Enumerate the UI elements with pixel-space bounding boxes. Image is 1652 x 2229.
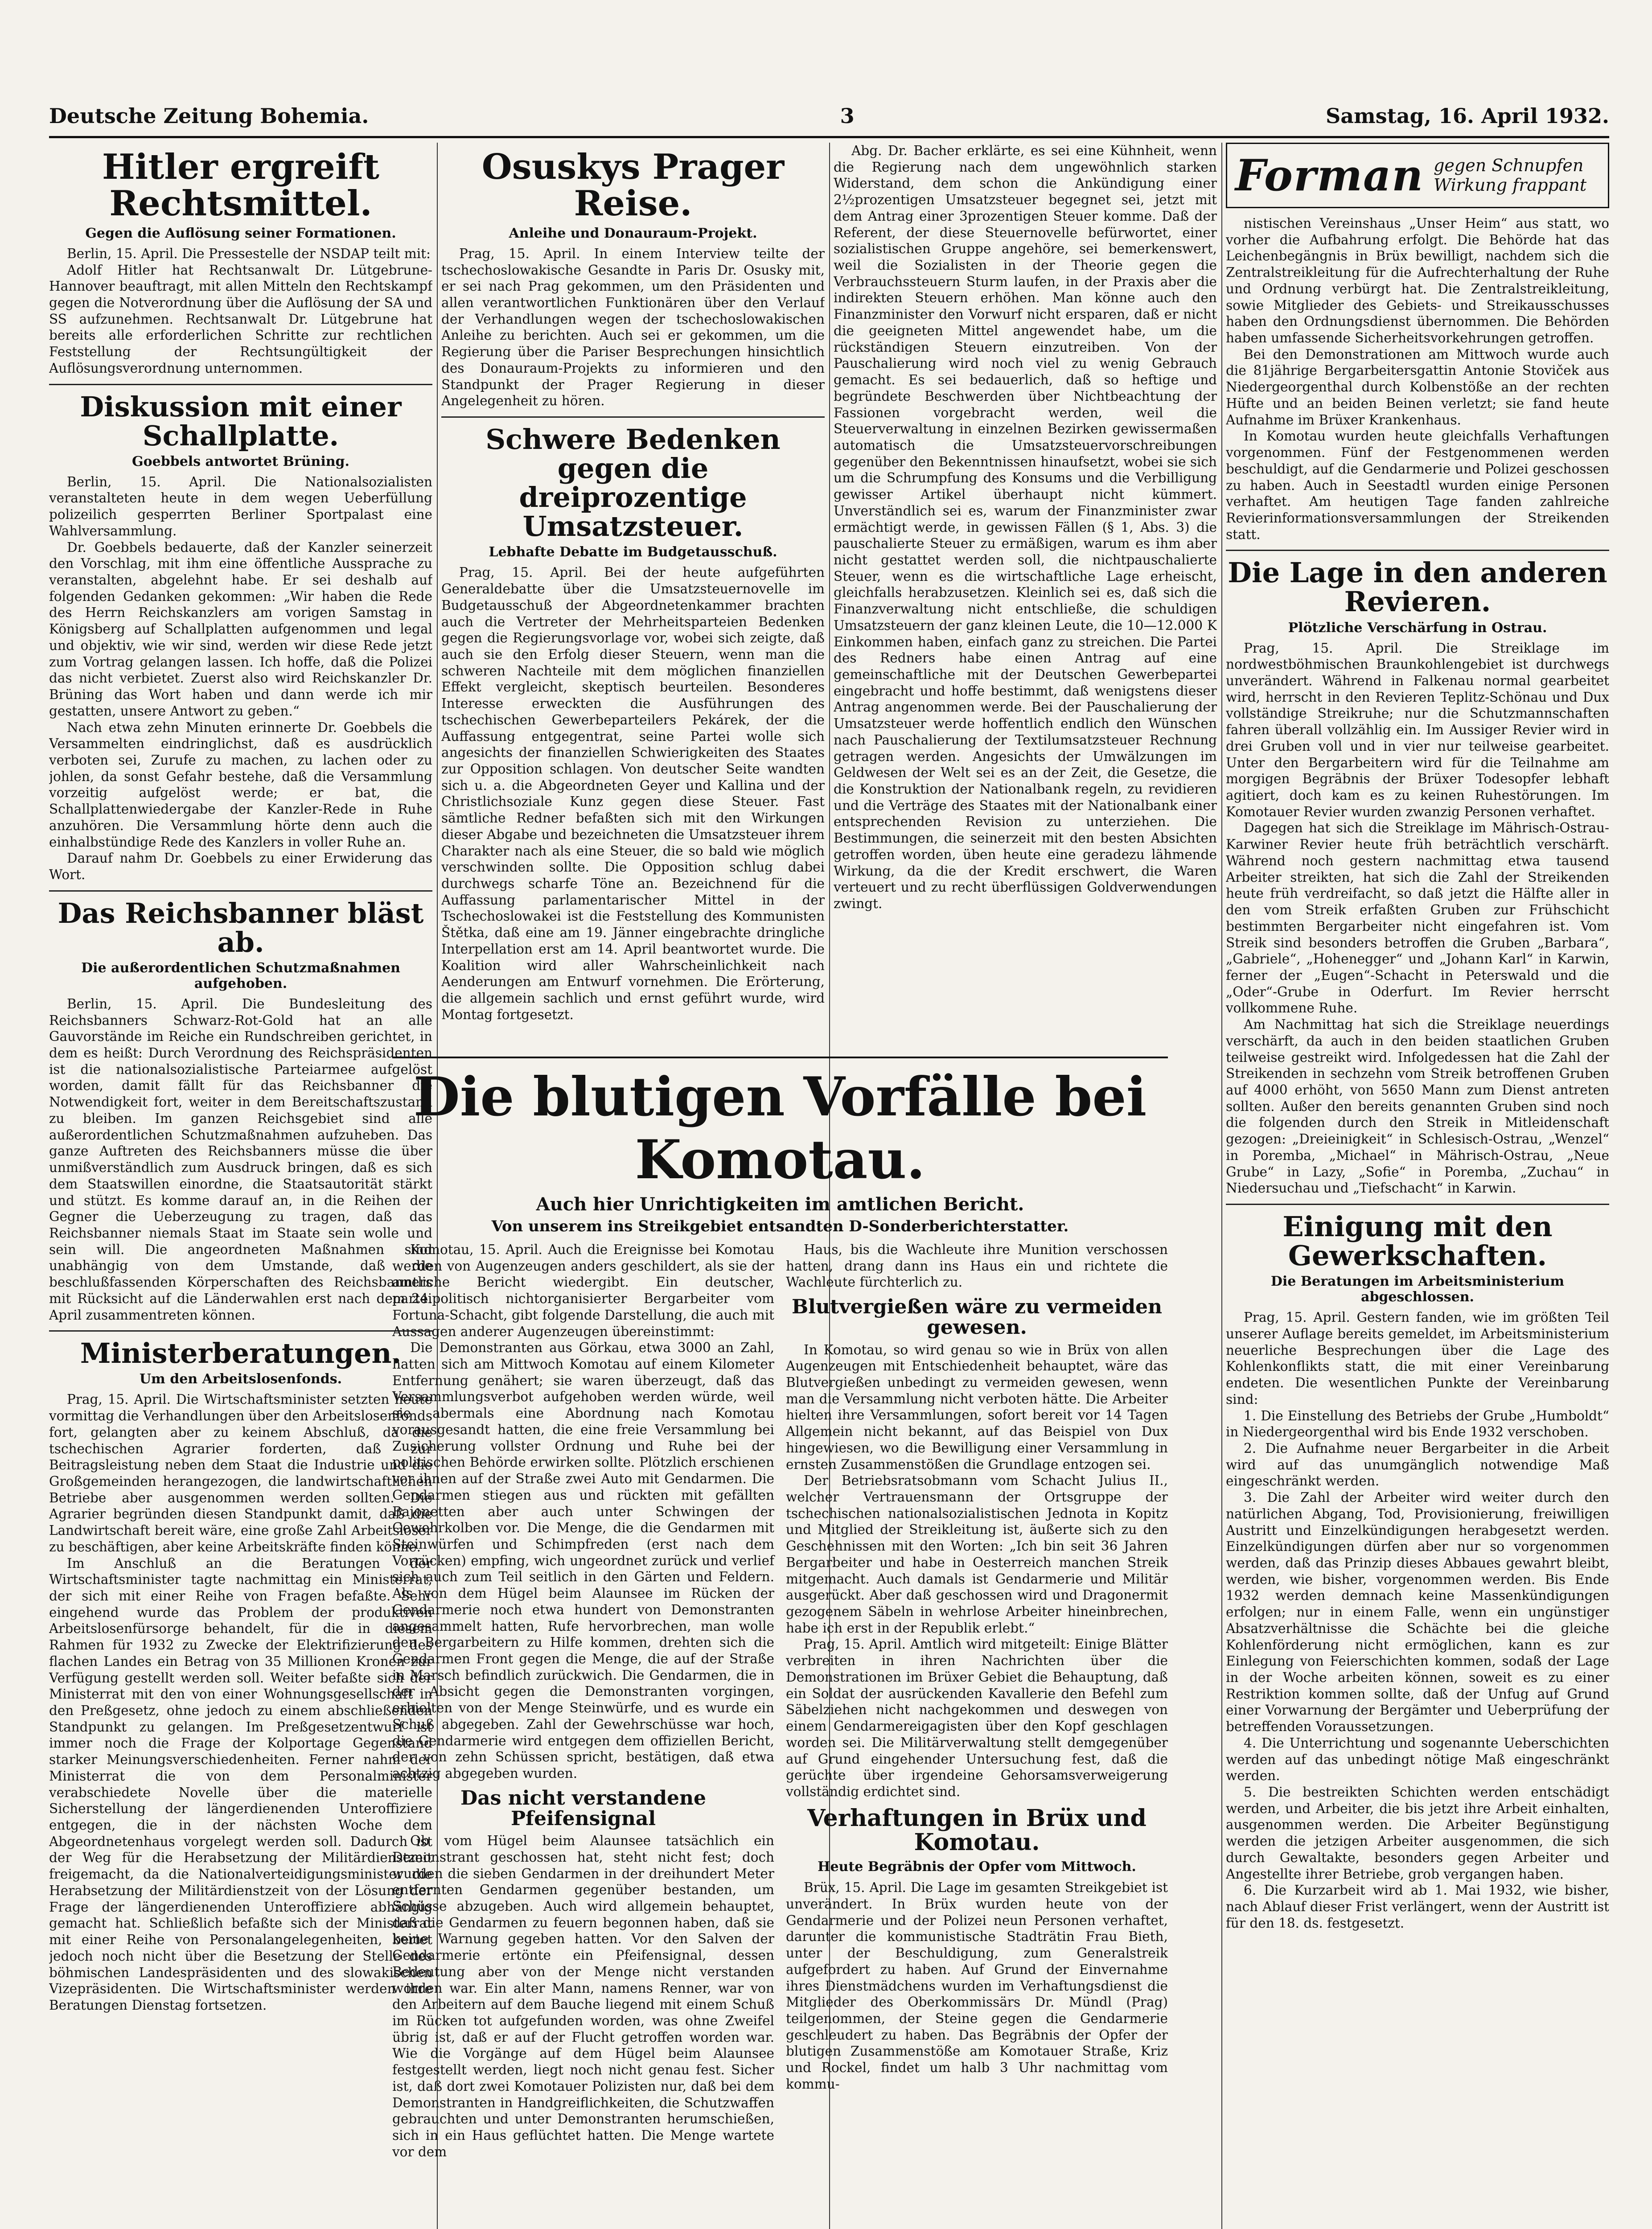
subheadline-verhaftungen: Heute Begräbnis der Opfer vom Mittwoch. xyxy=(818,1859,1136,1875)
paragraph: Komotau, 15. April. Auch die Ereignisse bei Komotau werden von Augenzeugen anders geschildert, als sie der amtliche Bericht wiedergibt. Ein deutscher, parteipolitisch nichtorganisierter Bergarbeiter vom Fortuna-Schacht, gibt folgende Darstellung, die auch mit Aussagen anderer Augenzeugen übereinstimmt: xyxy=(392,1242,774,1339)
article-separator xyxy=(49,384,432,385)
ad-slogan xyxy=(1434,156,1586,195)
column-4 xyxy=(1226,143,1609,2229)
paragraph: 2. Die Aufnahme neuer Bergarbeiter in die Arbeit wird auf das unumgänglich notwendige Maß eingeschränkt werden. xyxy=(1226,1440,1609,1489)
subheadline-hitler: Gegen die Auflösung seiner Formationen. xyxy=(85,225,396,241)
banner-column-right xyxy=(786,1242,1168,2160)
subheadline-ministerberatungen: Um den Arbeitslosenfonds. xyxy=(139,1371,342,1387)
article-body-ministerberatungen xyxy=(49,1391,432,2013)
article-body-hitler xyxy=(49,246,432,377)
subhead-pfeifensignal: Das nicht verstandene Pfeifensignal xyxy=(460,1786,706,1830)
headline-hitler: Hitler ergreift Rechtsmittel. xyxy=(102,147,380,224)
article-body-bruex-continued xyxy=(1226,215,1609,543)
subheadline-osusky: Anleihe und Donauraum-Projekt. xyxy=(509,225,757,241)
paragraph: Prag, 15. April. Gestern fanden, wie im größten Teil unserer Auflage bereits gemeldet, im Arbeitsministerium neuerliche Besprechungen über die Lage des Kohlenkonflikts statt, die mit einer Vereinbarung endeten. Die wesentlichen Punkte der Vereinbarung sind: xyxy=(1226,1310,1609,1407)
subheadline-umsatzsteuer: Lebhafte Debatte im Budgetausschuß. xyxy=(489,544,777,560)
paragraph: Berlin, 15. April. Die Bundesleitung des Reichsbanners Schwarz-Rot-Gold hat an alle Gauvorstände im Reiche ein Rundschreiben gerichtet, in dem es heißt: Durch Verordnung des Reichspräsidenten ist die nationalsozialistische Parteiarmee aufgelöst worden, damit fällt für das Reichsbanner die Notwendigkeit fort, weiter in dem Bereitschaftszustand zu bleiben. Im ganzen Reichsgebiet sind alle außerordentlichen Schutzmaßnahmen aufzuheben. Das ganze Auftreten des Reichsbanners müsse die über unmißverständlich zum Ausdruck bringen, daß es sich dem Staatswillen einordne, die Staatsautorität stärkt und stützt. Es komme darauf an, in die Reihen der Gegner die Ueberzeugung zu tragen, daß das Reichsbanner niemals Staat im Staate sein wolle und sein will. Die angeordneten Maßnahmen sind unabhängig von dem Umstande, daß die beschlußfassenden Körperschaften des Reichsbanners mit Rücksicht auf die Länderwahlen erst nach dem 24. April zusammentreten können. xyxy=(49,996,432,1323)
masthead-rule xyxy=(49,136,1609,138)
column-2 xyxy=(441,143,825,1052)
paragraph: Prag, 15. April. Amtlich wird mitgeteilt: Einige Blätter verbreiten in ihren Nachrichten über die Demonstrationen im Brüxer Gebiet die Behauptung, daß ein Soldat der ausrückenden Kavallerie den Befehl zum Säbelziehen nicht nachgekommen und deswegen von einem Gendarmereigagisten über den Kopf geschlagen worden sei. Die Militärverwaltung stellt demgegenüber auf Grund eingehender Untersuchung fest, daß die gerüchte über irgendeine Gehorsamsverweigerung vollständig erdichtet sind. xyxy=(786,1637,1168,1799)
masthead-date: Samstag, 16. April 1932. xyxy=(1326,104,1609,128)
paragraph: In Komotau, so wird genau so wie in Brüx von allen Augenzeugen mit Entschiedenheit behauptet, wäre das Blutvergießen unbedingt zu vermeiden gewesen, wenn man die Versammlung nicht verboten hätte. Die Arbeiter hielten ihre Versammlungen, sofort bereit vor 14 Tagen Allgemein nicht bekannt, auf das Beispiel von Dux hingewiesen, wo die Bewilligung einer Versammlung in ernsten Zusammenstößen die Grundlage entzogen sei. xyxy=(786,1342,1168,1472)
paragraph: Prag, 15. April. Bei der heute aufgeführten Generaldebatte über die Umsatzsteuernovelle im Budgetausschuß der Abgeordnetenkammer brachten auch die Vertreter der Mehrheitsparteien Bedenken gegen die Regierungsvorlage vor, wobei sich zeigte, daß auch sie den Erfolg dieser Steuern, wenn man die schweren Nachteile mit dem möglichen finanziellen Effekt vergleicht, skeptisch beurteilen. Besonderes Interesse erweckten die Ausführungen des tschechischen Gewerbeparteilers Pekárek, der die Auffassung entgegentrat, seine Partei wolle sich angesichts der finanziellen Schwierigkeiten des Staates zur Opposition schlagen. Von deutscher Seite wandten sich u. a. die Abgeordneten Geyer und Kallina und der Christlichsoziale Kunz gegen diese Steuer. Fast sämtliche Redner befaßten sich mit den Wirkungen dieser Abgabe und bezeichneten die Umsatzsteuer ihrem Charakter nach als eine Steuer, die so bald wie möglich verschwinden sollte. Die Opposition schlug dabei durchwegs scharfe Töne an. Bezeichnend für die Auffassung parlamentarischer Mittel in der Tschechoslowakei ist die Feststellung des Kommunisten Štětka, daß eine am 19. Jänner eingebrachte dringliche Interpellation erst am 14. April beantwortet wurde. Die Koalition wird aller Wahrscheinlichkeit nach Aenderungen am Entwurf vornehmen. Die Erörterung, die allgemein sachlich und ernst geführt wurde, wird Montag fortgesetzt. xyxy=(441,565,825,1022)
headline-osusky: Osuskys Prager Reise. xyxy=(481,147,785,224)
article-body-gewerkschaften xyxy=(1226,1309,1609,1931)
ad-slogan-line: Wirkung frappant xyxy=(1434,175,1587,195)
headline-ministerberatungen: Ministerberatungen. xyxy=(80,1337,402,1370)
paragraph: Adolf Hitler hat Rechtsanwalt Dr. Lütgebrune-Hannover beauftragt, mit allen Mitteln den Rechtskampf gegen die Notverordnung über die Auflösung der SA und SS aufzunehmen. Rechtsanwalt Dr. Lütgebrune hat bereits alle erforderlichen Schritte zur rechtlichen Feststellung der Rechtsungültigkeit der Auflösungsverordnung unternommen. xyxy=(49,262,432,376)
subheadline-reichsbanner: Die außerordentlichen Schutzmaßnahmen aufgehoben. xyxy=(81,960,400,991)
forman-advertisement xyxy=(1226,143,1609,208)
paragraph: Bei den Demonstrationen am Mittwoch wurde auch die 81jährige Bergarbeitersgattin Antonie Stoviček aus Niedergeorgenthal durch Kolbenstöße an der rechten Hüfte und an beiden Beinen verletzt; sie fand heute Aufnahme im Brüxer Krankenhaus. xyxy=(1226,346,1609,428)
subhead-blutvergiessen: Blutvergießen wäre zu vermeiden gewesen. xyxy=(791,1295,1163,1339)
paragraph: nistischen Vereinshaus „Unser Heim“ aus statt, wo vorher die Aufbahrung erfolgt. Die Behörde hat das Leichenbegängnis in Brüx bewilligt, nachdem sich die Zentralstreikleitung für die Aufrechterhaltung der Ruhe und Ordnung verbürgt hat. Die Zentralstreikleitung, sowie Mitglieder des Gebiets- und Streikausschusses haben den Ordnungsdienst übernommen. Die Behörden haben umfassende Sicherheitsvorkehrungen getroffen. xyxy=(1226,216,1609,346)
paragraph: Prag, 15. April. Die Streiklage im nordwestböhmischen Braunkohlengebiet ist durchwegs unverändert. Während in Falkenau normal gearbeitet wird, herrscht in den Revieren Teplitz-Schönau und Dux vollständige Streikruhe; nur die Schutzmannschaften fahren überall vollzählig ein. Im Aussiger Revier wird in drei Gruben voll und in vier nur teilweise gearbeitet. Unter den Bergarbeitern wird für die Teilnahme am morgigen Begräbnis der Brüxer Todesopfer lebhaft agitiert, doch kam es zu keinen Ruhestörungen. Im Komotauer Revier wurden zwanzig Personen verhaftet. xyxy=(1226,640,1609,819)
byline-komotau: Von unserem ins Streikgebiet entsandten D-Sonderberichterstatter. xyxy=(491,1217,1069,1235)
paragraph: 6. Die Kurzarbeit wird ab 1. Mai 1932, wie bisher, nach Ablauf dieser Frist verlängert, wenn der Austritt ist für den 18. ds. festgesetzt. xyxy=(1226,1883,1609,1931)
article-separator xyxy=(49,1330,432,1332)
paragraph: Im Anschluß an die Beratungen der Wirtschaftsminister tagte nachmittag ein Ministerrat, der sich mit einer Reihe von Fragen befaßte. Sehr eingehend wurde das Problem der produktiven Arbeitslosenfürsorge behandelt, für die in diesem Rahmen für 1932 zu Zwecke der Elektrifizierung des flachen Landes ein Betrag von 35 Millionen Kronen zur Verfügung gestellt werden soll. Weiter befaßte sich der Ministerrat mit den von einer Wohnungsgesellschaft in den Preßgesetz, ohne jedoch zu einem abschließenden Standpunkt zu gelangen. Im Preßgesetzentwurf ist immer noch die Frage der Kolportage Gegenstand starker Meinungsverschiedenheiten. Ferner nahm der Ministerrat die von dem Personalminister verabschiedete Novelle über die materielle Sicherstellung der längerdienenden Unteroffiziere entgegen, die in der nächsten Woche dem Abgeordnetenhaus vorgelegt werden soll. Dadurch ist der Weg für die Herabsetzung der Militärdienstzeit freigemacht, da die Nationalverteidigungsminister die Herabsetzung der Militärdienstzeit von der Lösung der Frage der längerdienenden Unteroffiziere abhängig gemacht hat. Schließlich befaßte sich der Ministerrat mit einer Reihe von Personalangelegenheiten, beriet jedoch noch nicht über die Besetzung der Stelle des böhmischen Landespräsidenten und des slowakischen Vizepräsidenten. Die Wirtschaftsminister werden ihre Beratungen Dienstag fortsetzen. xyxy=(49,1555,432,2013)
ad-brand: Forman xyxy=(1235,150,1424,201)
article-separator xyxy=(1226,1204,1609,1205)
headline-gewerkschaften: Einigung mit den Gewerkschaften. xyxy=(1282,1210,1553,1272)
headline-umsatzsteuer: Schwere Bedenken gegen die dreiprozentige Umsatzsteuer. xyxy=(485,423,781,543)
banner-column-left xyxy=(392,1242,774,2160)
subheadline-goebbels: Goebbels antwortet Brüning. xyxy=(132,453,349,469)
headline-komotau: Die blutigen Vorfälle bei Komotau. xyxy=(413,1065,1147,1191)
paragraph: In Komotau wurden heute gleichfalls Verhaftungen vorgenommen. Fünf der Festgenommenen werden beschuldigt, auf die Gendarmerie und Polizei geschossen zu haben. Auch in Seestadtl wurden einige Personen verhaftet. Am heutigen Tage fanden zahlreiche Revierinformationsversammlungen der Streikenden statt. xyxy=(1226,428,1609,542)
article-separator xyxy=(441,416,825,418)
column-1 xyxy=(49,143,432,2229)
paragraph: Prag, 15. April. In einem Interview teilte der tschechoslowakische Gesandte in Paris Dr. Osusky mit, er sei nach Prag gekommen, um den Präsidenten und allen verantwortlichen Funktionären über den Verlauf der Verhandlungen wegen der tschechoslowakischen Anleihe zu berichten. Auch sei er gekommen, um die Regierung über die Pariser Besprechungen hinsichtlich des Donauraum-Projekts zu informieren und den Standpunkt der Prager Regierung in dieser Angelegenheit zu hören. xyxy=(441,246,825,409)
subheadline-gewerkschaften: Die Beratungen im Arbeitsministerium abgeschlossen. xyxy=(1270,1274,1565,1305)
article-body-bacher xyxy=(834,143,1217,912)
paragraph: Haus, bis die Wachleute ihre Munition verschossen hatten, drang dann ins Haus ein und richtete die Wachleute fürchterlich zu. xyxy=(786,1242,1168,1290)
paragraph: Prag, 15. April. Die Wirtschaftsminister setzten heute vormittag die Verhandlungen über den Arbeitslosenfonds fort, gelangten aber zu keinem Abschluß, da die tschechischen Agrarier forderten, daß zur Beitragsleistung neben dem Staat die Industrie und die Großgemeinden herangezogen, die landwirtschaftlichen Betriebe aber ausgenommen werden sollten. Die Agrarier begründen diesen Standpunkt damit, daß die Landwirtschaft bereit wäre, eine große Zahl Arbeitsloser zu beschäftigen, aber keine Arbeitskräfte finden könne. xyxy=(49,1392,432,1555)
paragraph: 4. Die Unterrichtung und sogenannte Ueberschichten werden auf das unbedingt nötige Maß eingeschränkt werden. xyxy=(1226,1735,1609,1784)
paragraph: Dagegen hat sich die Streiklage im Mährisch-Ostrau-Karwiner Revier heute früh beträchtlich verschärft. Während noch gestern nachmittag etwa tausend Arbeiter streikten, hat sich die Zahl der Streikenden heute früh verdreifacht, so daß jetzt die Hälfte aller in den vom Streik erfaßten Gruben zur Frühschicht bestimmten Bergarbeiter nicht eingefahren ist. Vom Streik sind besonders betroffen die Gruben „Barbara“, „Gabriele“, „Hohenegger“ und „Johann Karl“ in Karwin, ferner der „Eugen“-Schacht in Peterswald und die „Oder“-Grube in Oderfurt. Im Revier herrscht vollkommene Ruhe. xyxy=(1226,820,1609,1016)
article-body-goebbels xyxy=(49,474,432,883)
paragraph: Ob vom Hügel beim Alaunsee tatsächlich ein Demonstrant geschossen hat, steht nicht fest; doch wurden die sieben Gendarmen in der dreihundert Meter entfernten Gendarmen gegenüber bestanden, um Schüsse abzugeben. Auch wird allgemein behauptet, daß die Gendarmen zu feuern begonnen haben, daß sie keine Warnung gegeben hatten. Vor den Salven der Gendarmerie ertönte ein Pfeifensignal, dessen Bedeutung aber von der Menge nicht verstanden worden war. Ein alter Mann, namens Renner, war von den Arbeitern auf dem Bauche liegend mit einem Schuß im Rücken tot aufgefunden worden, was ohne Zweifel übrig ist, daß er auf der Flucht getroffen worden war. Wie die Vorgänge auf dem Hügel beim Alaunsee festgestellt werden, liegt noch nicht genau fest. Sicher ist, daß dort zwei Komotauer Polizisten nur, daß bei dem Demonstranten in Handgreiflichkeiten, die Schutzwaffen gebrauchten und unter Demonstranten herumschießen, sich in ein Haus geflüchtet hatten. Die Menge wartete vor dem xyxy=(392,1833,774,2159)
article-body-reichsbanner xyxy=(49,996,432,1323)
headline-goebbels: Diskussion mit einer Schallplatte. xyxy=(80,390,402,452)
paragraph: 3. Die Zahl der Arbeiter wird weiter durch den natürlichen Abgang, Tod, Provisionierung, freiwilligen Austritt und Einzelkündigungen herabgesetzt werden. Einzelkündigungen dürfen aber nur so vorgenommen werden, daß das Prinzip dieses Abbaues gewahrt bleibt, werden, wie bisher, vorgenommen werden. Bis Ende 1932 werden demnach keine Massenkündigungen erfolgen; nur in einem Falle, wenn ein ungünstiger Absatzverhältnisse die Schächte bei die gleiche Kohlenförderung nicht ermöglichen, kann es zur Einlegung von Feierschichten kommen, sodaß der Lage in der Woche arbeiten können, soweit es zu einer Restriktion kommen sollte, daß der Unfug auf Grund einer Vorwarnung der Bergämter und Ueberprüfung der betreffenden Voraussetzungen. xyxy=(1226,1490,1609,1735)
page-number: 3 xyxy=(840,104,855,128)
column-3 xyxy=(834,143,1217,1052)
column-divider xyxy=(1221,143,1222,2229)
subheadline-komotau: Auch hier Unrichtigkeiten im amtlichen Bericht. xyxy=(536,1194,1024,1215)
komotau-banner-article xyxy=(392,1057,1168,2160)
paragraph: 5. Die bestreikten Schichten werden entschädigt werden, und Arbeiter, die bis jetzt ihre Arbeit einhalten, ausgenommen werden. Die Arbeiter Begünstigung werden die jetzigen Arbeiter ausgenommen, die sich durch Gewaltakte, besonders gegen Arbeiter und Angestellte ihrer Betriebe, grob vergangen haben. xyxy=(1226,1785,1609,1882)
headline-reichsbanner: Das Reichsbanner bläst ab. xyxy=(58,897,424,958)
article-body-umsatzsteuer xyxy=(441,564,825,1023)
paragraph: Am Nachmittag hat sich die Streiklage neuerdings verschärft, da auch in den beiden staatlichen Gruben teilweise gestreikt wird. Infolgedessen hat die Zahl der Streikenden in sechzehn vom Streik betroffenen Gruben auf 4000 erhöht, von 5650 Mann zum Dienst antreten sollten. Außer den bereits genannten Gruben sind noch die folgenden durch den Streik in Mitleidenschaft gezogen: „Dreieinigkeit“ in Schlesisch-Ostrau, „Wenzel“ in Poremba, „Michael“ in Mährisch-Ostrau, „Neue Grube“ in Lazy, „Sofie“ in Poremba, „Zuchau“ in Niedersuchau und „Tiefschacht“ in Karwin. xyxy=(1226,1017,1609,1196)
article-separator xyxy=(49,890,432,892)
paragraph: Berlin, 15. April. Die Pressestelle der NSDAP teilt mit: xyxy=(67,246,431,261)
banner-columns xyxy=(392,1242,1168,2160)
paragraph: Nach etwa zehn Minuten erinnerte Dr. Goebbels die Versammelten eindringlichst, daß es ausdrücklich verboten sei, Zurufe zu machen, zu lachen oder zu johlen, da sonst Gefahr bestehe, daß die Versammlung vorzeitig aufgelöst werde; er bat, die Schallplattenwiedergabe der Kanzler-Rede in Ruhe anzuhören. Die Versammlung hörte denn auch die einhalbstündige Rede des Kanzlers in voller Ruhe an. xyxy=(49,720,432,850)
ad-slogan-line: gegen Schnupfen xyxy=(1434,155,1584,175)
paragraph: 1. Die Einstellung des Betriebs der Grube „Humboldt“ in Niedergeorgenthal wird bis Ende 1932 verschoben. xyxy=(1226,1408,1609,1440)
paragraph: Abg. Dr. Bacher erklärte, es sei eine Kühnheit, wenn die Regierung nach dem ungewöhnlich starken Widerstand, dem schon die Ankündigung einer 2½prozentigen Umsatzsteuer begegnet sei, jetzt mit dem Antrag einer 3prozentigen Steuer komme. Daß der Referent, der diese Steuernovelle befürwortet, einer sozialistischen Gruppe angehöre, sei bemerkenswert, weil die Sozialisten in der Theorie gegen die Verbrauchssteuern Sturm laufen, in der Praxis aber die indirekten Steuern erhöhen. Man könne auch den Finanzminister den Vorwurf nicht ersparen, daß er nicht die geeigneten Mittel angewendet habe, um die rückständigen Steuern einzutreiben. Von der Pauschalierung wird noch viel zu wenig Gebrauch gemacht. Es sei bedauerlich, daß so heftige und begründete Beschwerden über Nichtbeachtung der Fassionen vorgebracht werden, weil die Steuerverwaltung in einzelnen Bezirken gewissermaßen automatisch die Umsatzsteuervorschreibungen gegenüber den Bekenntnissen hinaufsetzt, wobei sie sich um die Schrumpfung des Konsums und die Verbilligung gewisser Artikel überhaupt nicht kümmert. Unverständlich sei es, warum der Finanzminister zwar ermächtigt werde, in gewissen Fällen (§ 1, Abs. 3) die pauschalierte Steuer zu ermäßigen, warum es ihm aber nicht gestattet werden soll, die nichtpauschalierte Steuer, wenn es die wirtschaftliche Lage erheischt, gleichfalls herabzusetzen. Kleinlich sei es, daß sich die Finanzverwaltung nicht entschließe, die schuldigen Umsatzsteuern der ganz kleinen Leute, die 10—12.000 K Einkommen haben, einfach ganz zu streichen. Die Partei des Redners habe einen Antrag auf eine gemeinschaftliche mit der Deutschen Gewerbepartei eingebracht und hoffe bestimmt, daß wenigstens dieser Antrag angenommen werde. Bei der Pauschalierung der Umsatzsteuer werde hoffentlich endlich den Wünschen nach Pauschalierung der Textilumsatzsteuer Rechnung getragen werden. Angesichts der Umwälzungen im Geldwesen der Welt sei es an der Zeit, die Gesetze, die die Konstruktion der Nationalbank regeln, zu revidieren und die Verträge des Staates mit der Nationalbank einer entsprechenden Revision zu unterziehen. Die Bestimmungen, die seinerzeit mit den besten Absichten getroffen worden, üben heute eine geradezu lähmende Wirkung, da die der Kredit erschwert, die Waren verteuert und zu recht überflüssigen Goldverwendungen zwingt. xyxy=(834,143,1217,912)
paragraph: Darauf nahm Dr. Goebbels zu einer Erwiderung das Wort. xyxy=(49,851,432,882)
article-separator xyxy=(1226,550,1609,551)
paragraph: Dr. Goebbels bedauerte, daß der Kanzler seinerzeit den Vorschlag, mit ihm eine öffentliche Aussprache zu veranstalten, abgelehnt habe. Er sei deshalb auf folgenden Gedanken gekommen: „Wir haben die Rede des Herrn Reichskanzlers am vorigen Samstag in Königsberg auf Schallplatten aufgenommen und legal und objektiv, wie wir sind, werden wir diese Rede jetzt zum Vortrag gelangen lassen. Ich hoffe, daß die Polizei das nicht verbietet. Zuerst also wird Reichskanzler Dr. Brüning das Wort haben und dann werde ich mir gestatten, unsere Antwort zu geben.“ xyxy=(49,539,432,719)
paragraph: Die Demonstranten aus Görkau, etwa 3000 an Zahl, hatten sich am Mittwoch Komotau auf einem Kilometer Entfernung genähert; sie waren überzeugt, daß das Versammlungsverbot aufgehoben werden würde, weil sie abermals eine Abordnung nach Komotau vorausgesandt hatten, die eine freie Versammlung bei Zusicherung vollster Ordnung und Ruhe bei der politischen Behörde erwirken sollte. Plötzlich erschienen vor ihnen auf der Straße zwei Auto mit Gendarmen. Die Gendarmen stiegen aus und rückten mit gefällten Bajonetten aber auch unter Schwingen der Gewehrkolben vor. Die Menge, die die Gendarmen mit Steinwürfen und Schimpfreden (erst nach dem Vorrücken) empfing, wich ungeordnet zurück und verlief sich auch zum Teil seitlich in den Gärten und Feldern. Als von dem Hügel beim Alaunsee im Rücken der Gendarmerie noch etwa hundert von Demonstranten angesammelt hatten, Rufe hervorbrechen, man wolle den Bergarbeitern zu Hilfe kommen, drehten sich die Gendarmen Front gegen die Menge, die auf der Straße in Marsch befindlich zurückwich. Die Gendarmen, die in der Absicht gegen die Demonstranten vorgingen, erhielten von der Menge Steinwürfe, und es wurde ein Schuß abgegeben. Zahl der Gewehrschüsse war hoch, die Gendarmerie wird entgegen dem offiziellen Bericht, der von zehn Schüssen spricht, bestätigen, daß etwa achtzig abgegeben wurden. xyxy=(392,1340,774,1781)
masthead xyxy=(49,100,1609,132)
article-body-andere-reviere xyxy=(1226,640,1609,1197)
paragraph: Brüx, 15. April. Die Lage im gesamten Streikgebiet ist unverändert. In Brüx wurden heute von der Gendarmerie und der Polizei neun Personen verhaftet, darunter die kommunistische Stadträtin Frau Bieth, unter der Beschuldigung, zum Generalstreik aufgefordert zu haben. Auf Grund der Einvernahme ihres Dienstmädchens wurden im Verhaftungsdienst die Mitglieder des Oberkommissärs Dr. Mündl (Prag) teilgenommen, der Steine gegen die Gendarmerie geschleudert zu haben. Das Begräbnis der Opfer der blutigen Zusammenstöße am Komotauer Straße, Kriz und Rockel, findet um halb 3 Uhr nachmittag vom kommu- xyxy=(786,1880,1168,2092)
paragraph: Der Betriebsratsobmann vom Schacht Julius II., welcher Vertrauensmann der Ortsgruppe der tschechischen nationalsozialistischen Jednota in Kopitz und Mitglied der Streikleitung ist, äußerte sich zu den Geschehnissen mit den Worten: „Ich bin seit 36 Jahren Bergarbeiter und habe in Oesterreich manchen Streik mitgemacht. Auch damals ist Gendarmerie und Militär ausgerückt. Aber daß geschossen wird und Dragonermit gezogenem Säbeln in wehrlose Arbeiter hineinbrechen, habe ich erst in der Republik erlebt.“ xyxy=(786,1473,1168,1636)
article-body-osusky xyxy=(441,246,825,409)
subheadline-andere-reviere: Plötzliche Verschärfung in Ostrau. xyxy=(1288,620,1547,636)
headline-andere-reviere: Die Lage in den anderen Revieren. xyxy=(1228,556,1607,618)
paragraph: Berlin, 15. April. Die Nationalsozialisten veranstalteten heute in dem wegen Ueberfüllung polizeilich gesperrten Berliner Sportpalast eine Wahlversammlung. xyxy=(49,474,432,539)
masthead-title: Deutsche Zeitung Bohemia. xyxy=(49,104,369,128)
headline-verhaftungen: Verhaftungen in Brüx und Komotau. xyxy=(807,1804,1147,1856)
